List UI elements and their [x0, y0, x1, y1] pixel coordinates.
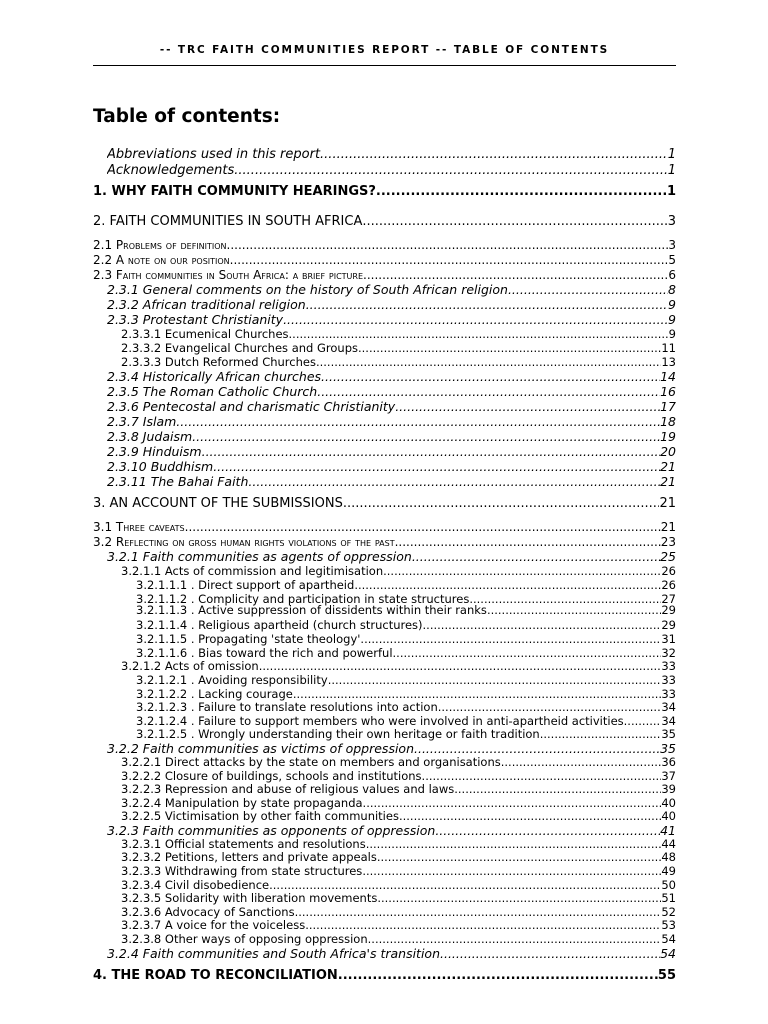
dot-leader [422, 769, 662, 783]
toc-entry[interactable] [121, 878, 676, 892]
toc-page-number: 9 [668, 297, 676, 312]
dot-leader [395, 535, 661, 549]
toc-entry-title: 3.2.1.1.4 . Religious apartheid (church structures) [136, 618, 423, 632]
dot-leader [269, 878, 661, 892]
toc-page-number: 53 [661, 918, 676, 932]
toc-page-number: 1 [666, 184, 676, 199]
toc-page-number: 20 [660, 444, 676, 459]
toc-entry-title: 2.3.6 Pentecostal and charismatic Christianity [107, 399, 396, 414]
dot-leader [383, 564, 661, 578]
toc-entry[interactable] [107, 474, 676, 489]
dot-leader [501, 755, 662, 769]
toc-entry-title: 3.2.3.7 A voice for the voiceless [121, 918, 306, 932]
toc-entry[interactable] [136, 687, 676, 701]
toc-entry-title: 2. FAITH COMMUNITIES IN SOUTH AFRICA [93, 214, 363, 229]
toc-entry[interactable] [136, 700, 676, 714]
dot-leader [316, 355, 661, 369]
toc-entry[interactable] [121, 809, 676, 823]
toc-page-number: 14 [660, 369, 676, 384]
dot-leader [230, 253, 669, 267]
toc-entry[interactable] [136, 646, 676, 660]
dot-leader [185, 520, 661, 534]
dot-leader [289, 327, 669, 341]
toc-entry-title: 2.3.11 The Bahai Faith [107, 474, 249, 489]
toc-page-number: 27 [661, 592, 676, 606]
toc-page-number: 36 [661, 755, 676, 769]
dot-leader [376, 184, 667, 199]
toc-entry-title: 3.2.1.2.3 . Failure to translate resolutions into action [136, 700, 438, 714]
dot-leader [423, 618, 662, 632]
toc-entry-title: 3.2.1 Faith communities as agents of oppression [107, 549, 412, 564]
dot-leader [366, 837, 662, 851]
toc-entry-title: 2.3.5 The Roman Catholic Church [107, 384, 318, 399]
dot-leader [414, 741, 660, 756]
toc-entry-title: 1. WHY FAITH COMMUNITY HEARINGS? [93, 184, 376, 199]
toc-entry-title: 3.2.2.3 Repression and abuse of religious values and laws [121, 782, 455, 796]
dot-leader [248, 474, 660, 489]
toc-entry-title: 3.2.1.1 Acts of commission and legitimisation [121, 564, 384, 578]
toc-page-number: 41 [660, 823, 676, 838]
toc-entry[interactable] [121, 891, 676, 905]
dot-leader [363, 268, 668, 282]
toc-page-number: 34 [661, 714, 676, 728]
running-header: -- TRC FAITH COMMUNITIES REPORT -- TABLE OF CONTENTS [159, 44, 610, 56]
toc-entry-title: 2.3 Faith communities in South Africa: a brief picture [93, 268, 364, 282]
toc-entry[interactable] [107, 312, 676, 327]
toc-page-number: 50 [661, 878, 676, 892]
dot-leader [317, 384, 660, 399]
toc-page-number: 9 [668, 327, 676, 341]
dot-leader [192, 429, 660, 444]
toc-entry[interactable] [93, 535, 676, 549]
toc-entry[interactable] [93, 214, 676, 229]
toc-page-number: 33 [661, 659, 676, 673]
toc-entry[interactable] [107, 549, 676, 564]
toc-page-number: 19 [660, 429, 676, 444]
dot-leader [454, 782, 661, 796]
toc-entry-title: 2.3.3 Protestant Christianity [107, 312, 284, 327]
dot-leader [343, 496, 660, 511]
toc-entry-title: 3.2.3.5 Solidarity with liberation movements [121, 891, 378, 905]
dot-leader [227, 238, 669, 252]
toc-entry-title: 3.2.1.1.2 . Complicity and participation in state structures [136, 592, 470, 606]
toc-entry-title: 3.2.2.4 Manipulation by state propaganda [121, 796, 363, 810]
toc-page-number: 32 [661, 646, 676, 660]
toc-entry-title: 3.2.2.5 Victimisation by other faith communities [121, 809, 399, 823]
toc-page-number: 52 [661, 905, 676, 919]
toc-entry[interactable] [107, 369, 676, 384]
toc-page-number: 1 [667, 163, 676, 178]
toc-entry-title: Abbreviations used in this report [107, 147, 321, 162]
toc-page-number: 54 [660, 946, 676, 961]
toc-page-number: 16 [660, 384, 676, 399]
toc-entry-title: 2.3.3.3 Dutch Reformed Churches [121, 355, 316, 369]
toc-entry-title: 3.2.1.1.3 . Active suppression of dissidents within their ranks [136, 603, 487, 617]
toc-page-number: 1 [667, 147, 676, 162]
toc-entry[interactable] [107, 147, 676, 162]
dot-leader [259, 659, 662, 673]
toc-entry-title: 3.2.3 Faith communities as opponents of oppression [107, 823, 436, 838]
dot-leader [213, 459, 660, 474]
toc-page-number: 17 [660, 399, 676, 414]
dot-leader [440, 946, 660, 961]
toc-entry-title: 3. AN ACCOUNT OF THE SUBMISSIONS [93, 496, 343, 511]
toc-entry[interactable] [121, 850, 676, 864]
dot-leader [295, 905, 662, 919]
toc-entry-title: 3.2.1.1.1 . Direct support of apartheid [136, 578, 355, 592]
dot-leader [399, 809, 661, 823]
dot-leader [358, 341, 661, 355]
toc-entry[interactable] [136, 632, 676, 646]
toc-entry[interactable] [121, 796, 676, 810]
toc-page-number: 55 [657, 968, 676, 983]
toc-entry[interactable] [107, 444, 676, 459]
toc-entry[interactable] [121, 837, 676, 851]
toc-entry[interactable] [121, 564, 676, 578]
toc-entry[interactable] [93, 268, 676, 282]
dot-leader [328, 673, 662, 687]
toc-entry-title: 4. THE ROAD TO RECONCILIATION [93, 968, 338, 983]
toc-entry[interactable] [107, 429, 676, 444]
dot-leader [377, 891, 661, 905]
toc-entry-title: 3.2.1.2 Acts of omission [121, 659, 259, 673]
dot-leader [176, 414, 660, 429]
toc-entry-title: 2.3.3.1 Ecumenical Churches [121, 327, 289, 341]
dot-leader [412, 549, 660, 564]
toc-page-number: 13 [661, 355, 676, 369]
dot-leader [283, 312, 668, 327]
dot-leader [377, 850, 662, 864]
dot-leader [362, 214, 667, 229]
dot-leader [540, 727, 662, 741]
dot-leader [487, 603, 661, 617]
toc-entry[interactable] [93, 253, 676, 267]
toc-page-number: 33 [661, 673, 676, 687]
page-title: Table of contents: [93, 106, 281, 127]
toc-page-number: 6 [668, 268, 676, 282]
toc-page-number: 9 [668, 312, 676, 327]
toc-page-number: 39 [661, 782, 676, 796]
toc-entry[interactable] [107, 823, 676, 838]
toc-entry[interactable] [107, 414, 676, 429]
toc-entry-title: 3.2.1.1.5 . Propagating 'state theology' [136, 632, 361, 646]
toc-entry-title: 2.3.1 General comments on the history of South African religion [107, 282, 508, 297]
toc-entry[interactable] [121, 905, 676, 919]
toc-entry-title: 2.3.2 African traditional religion [107, 297, 306, 312]
toc-page-number: 34 [661, 700, 676, 714]
dot-leader [395, 399, 660, 414]
toc-entry-title: 3.2.2.1 Direct attacks by the state on members and organisations [121, 755, 501, 769]
toc-entry-title: 3.2.3.6 Advocacy of Sanctions [121, 905, 295, 919]
toc-entry[interactable] [121, 659, 676, 673]
toc-entry-title: 2.1 Problems of definition [93, 238, 227, 252]
toc-page-number: 40 [661, 809, 676, 823]
toc-entry[interactable] [121, 327, 676, 341]
dot-leader [234, 163, 667, 178]
toc-entry-title: 3.2.3.2 Petitions, letters and private appeals [121, 850, 377, 864]
toc-page-number: 40 [661, 796, 676, 810]
toc-entry[interactable] [121, 932, 676, 946]
toc-entry[interactable] [136, 603, 676, 617]
toc-entry-title: 2.3.4 Historically African churches [107, 369, 322, 384]
toc-page-number: 5 [668, 253, 676, 267]
dot-leader [306, 297, 668, 312]
dot-leader [508, 282, 668, 297]
toc-page-number: 18 [660, 414, 676, 429]
dot-leader [438, 700, 662, 714]
toc-page-number: 25 [660, 549, 676, 564]
dot-leader [338, 968, 658, 983]
toc-entry[interactable] [93, 520, 676, 534]
toc-entry-title: 3.2.1.2.1 . Avoiding responsibility [136, 673, 328, 687]
toc-entry-title: 3.2.3.4 Civil disobedience [121, 878, 270, 892]
toc-entry-title: 2.2 A note on our position [93, 253, 230, 267]
dot-leader [363, 796, 662, 810]
toc-page-number: 21 [660, 459, 676, 474]
toc-entry[interactable] [121, 918, 676, 932]
toc-page-number: 35 [660, 741, 676, 756]
toc-page-number: 3 [667, 214, 676, 229]
toc-entry-title: 3.1 Three caveats [93, 520, 185, 534]
toc-page-number: 54 [661, 932, 676, 946]
toc-page-number: 21 [660, 520, 676, 534]
toc-entry[interactable] [121, 355, 676, 369]
toc-entry[interactable] [93, 496, 676, 511]
toc-entry-title: 2.3.9 Hinduism [107, 444, 202, 459]
toc-entry-title: 3.2.2 Faith communities as victims of oppression [107, 741, 415, 756]
toc-entry-title: 2.3.10 Buddhism [107, 459, 214, 474]
toc-page-number: 37 [661, 769, 676, 783]
toc-entry-title: 3.2.1.1.6 . Bias toward the rich and powerful [136, 646, 393, 660]
dot-leader [360, 632, 661, 646]
toc-entry-title: 3.2.3.3 Withdrawing from state structures [121, 864, 363, 878]
toc-entry-title: 3.2.1.2.5 . Wrongly understanding their own heritage or faith tradition [136, 727, 540, 741]
toc-entry[interactable] [107, 741, 676, 756]
toc-page-number: 48 [661, 850, 676, 864]
toc-entry[interactable] [121, 782, 676, 796]
dot-leader [435, 823, 660, 838]
toc-page-number: 21 [659, 496, 676, 511]
toc-entry-title: 3.2.3.8 Other ways of opposing oppression [121, 932, 368, 946]
toc-entry-title: 3.2.3.1 Official statements and resolutions [121, 837, 366, 851]
toc-page-number: 31 [661, 632, 676, 646]
dot-leader [393, 646, 662, 660]
toc-page-number: 35 [661, 727, 676, 741]
toc-page-number: 29 [661, 618, 676, 632]
dot-leader [362, 864, 661, 878]
toc-entry[interactable] [121, 341, 676, 355]
toc-entry[interactable] [136, 578, 676, 592]
toc-entry[interactable] [107, 459, 676, 474]
toc-entry[interactable] [121, 769, 676, 783]
toc-entry[interactable] [93, 184, 676, 199]
toc-entry-title: 3.2 Reflecting on gross human rights violations of the past [93, 535, 395, 549]
dot-leader [354, 578, 661, 592]
toc-entry-title: 3.2.4 Faith communities and South Africa's transition [107, 946, 441, 961]
toc-page-number: 26 [661, 564, 676, 578]
toc-page-number: 49 [661, 864, 676, 878]
toc-entry-title: 3.2.1.2.2 . Lacking courage [136, 687, 293, 701]
toc-page-number: 51 [661, 891, 676, 905]
toc-page-number: 11 [661, 341, 676, 355]
toc-page-number: 26 [661, 578, 676, 592]
toc-entry[interactable] [93, 968, 676, 983]
toc-entry[interactable] [136, 673, 676, 687]
toc-page-number: 29 [661, 603, 676, 617]
toc-entry[interactable] [136, 727, 676, 741]
toc-page-number: 8 [668, 282, 676, 297]
toc-entry-title: Acknowledgements [107, 163, 235, 178]
toc-entry[interactable] [121, 755, 676, 769]
toc-page-number: 21 [660, 474, 676, 489]
toc-entry[interactable] [136, 714, 676, 728]
toc-entry-title: 2.3.3.2 Evangelical Churches and Groups [121, 341, 358, 355]
dot-leader [293, 687, 662, 701]
dot-leader [321, 369, 660, 384]
toc-entry[interactable] [107, 297, 676, 312]
toc-entry-title: 2.3.8 Judaism [107, 429, 193, 444]
toc-entry[interactable] [107, 399, 676, 414]
toc-entry[interactable] [107, 163, 676, 178]
toc-page-number: 44 [661, 837, 676, 851]
toc-entry-title: 3.2.1.2.4 . Failure to support members who were involved in anti-apartheid activities [136, 714, 624, 728]
dot-leader [320, 147, 668, 162]
toc-page-number: 33 [661, 687, 676, 701]
dot-leader [202, 444, 661, 459]
toc-entry-title: 3.2.2.2 Closure of buildings, schools and institutions [121, 769, 422, 783]
dot-leader [368, 932, 662, 946]
toc-entry[interactable] [107, 282, 676, 297]
dot-leader [305, 918, 661, 932]
toc-entry[interactable] [107, 946, 676, 961]
toc-entry[interactable] [93, 238, 676, 252]
toc-entry-title: 2.3.7 Islam [107, 414, 177, 429]
toc-entry[interactable] [107, 384, 676, 399]
toc-page-number: 23 [660, 535, 676, 549]
toc-page-number: 3 [668, 238, 676, 252]
toc-entry[interactable] [136, 618, 676, 632]
dot-leader [624, 714, 662, 728]
toc-entry[interactable] [121, 864, 676, 878]
